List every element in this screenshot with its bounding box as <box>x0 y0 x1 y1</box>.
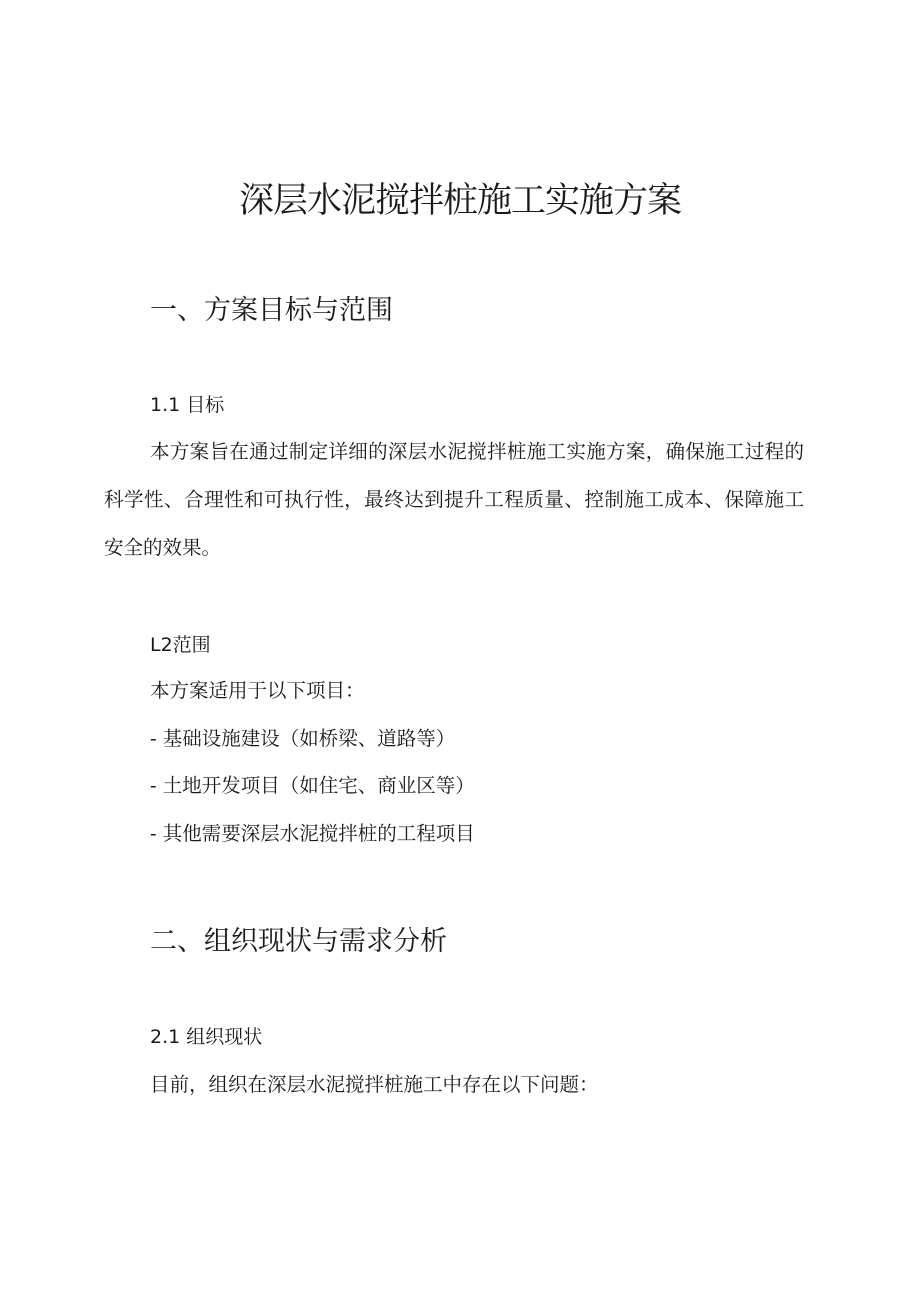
subsection-1-1-paragraph: 本方案旨在通过制定详细的深层水泥搅拌桩施工实施方案，确保施工过程的科学性、合理性和可执行性，最终达到提升工程质量、控制施工成本、保障施工安全的效果。 <box>104 440 804 559</box>
document-title: 深层水泥搅拌桩施工实施方案 <box>238 181 681 221</box>
subsection-2-1-heading: 2.1 组织现状 <box>150 1026 263 1048</box>
section-2-heading: 二、组织现状与需求分析 <box>150 926 447 957</box>
list-item: - 其他需要深层水泥搅拌桩的工程项目 <box>150 822 475 845</box>
subsection-1-1-heading: 1.1 目标 <box>150 394 225 416</box>
subsection-1-2-heading: L2范围 <box>150 634 211 656</box>
list-item: - 土地开发项目（如住宅、商业区等） <box>150 774 475 797</box>
subsection-1-2-intro: 本方案适用于以下项目： <box>150 679 365 702</box>
section-1-heading: 一、方案目标与范围 <box>150 295 393 326</box>
list-item: - 基础设施建设（如桥梁、道路等） <box>150 727 456 750</box>
subsection-2-1-intro: 目前，组织在深层水泥搅拌桩施工中存在以下问题： <box>150 1073 599 1096</box>
